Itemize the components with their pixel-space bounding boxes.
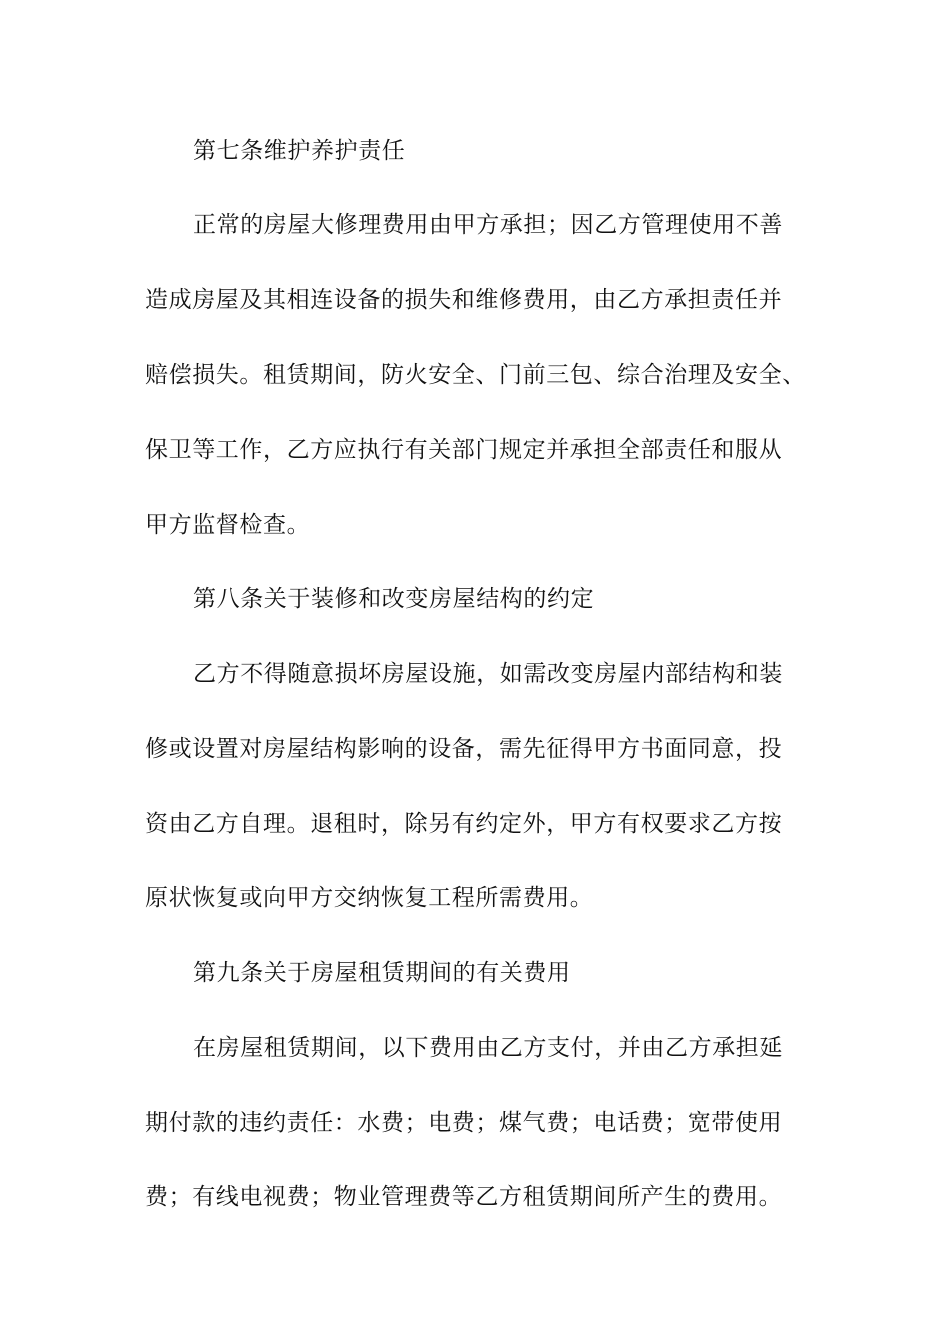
article-7-paragraph-line: 甲方监督检查。: [145, 512, 311, 538]
article-9-heading: 第九条关于房屋租赁期间的有关费用: [193, 960, 571, 986]
article-8-paragraph-line: 原状恢复或向甲方交纳恢复工程所需费用。: [145, 885, 594, 911]
article-7-paragraph-line: 赔偿损失。租赁期间，防火安全、门前三包、综合治理及安全、: [145, 362, 806, 388]
article-8-paragraph-line: 资由乙方自理。退租时，除另有约定外，甲方有权要求乙方按: [145, 811, 783, 837]
article-8-paragraph-line: 乙方不得随意损坏房屋设施，如需改变房屋内部结构和装: [193, 661, 783, 687]
article-7-paragraph-line: 保卫等工作，乙方应执行有关部门规定并承担全部责任和服从: [145, 437, 783, 463]
article-7-paragraph-line: 造成房屋及其相连设备的损失和维修费用，由乙方承担责任并: [145, 287, 783, 313]
article-8-heading: 第八条关于装修和改变房屋结构的约定: [193, 586, 595, 612]
article-7-heading: 第七条维护养护责任: [193, 138, 406, 164]
article-9-paragraph-line: 费；有线电视费；物业管理费等乙方租赁期间所产生的费用。: [145, 1184, 783, 1210]
article-9-paragraph-line: 期付款的违约责任：水费；电费；煤气费；电话费；宽带使用: [145, 1110, 783, 1136]
article-8-paragraph-line: 修或设置对房屋结构影响的设备，需先征得甲方书面同意，投: [145, 736, 783, 762]
article-9-paragraph-line: 在房屋租赁期间，以下费用由乙方支付，并由乙方承担延: [193, 1035, 783, 1061]
article-7-paragraph-line: 正常的房屋大修理费用由甲方承担；因乙方管理使用不善: [193, 212, 783, 238]
